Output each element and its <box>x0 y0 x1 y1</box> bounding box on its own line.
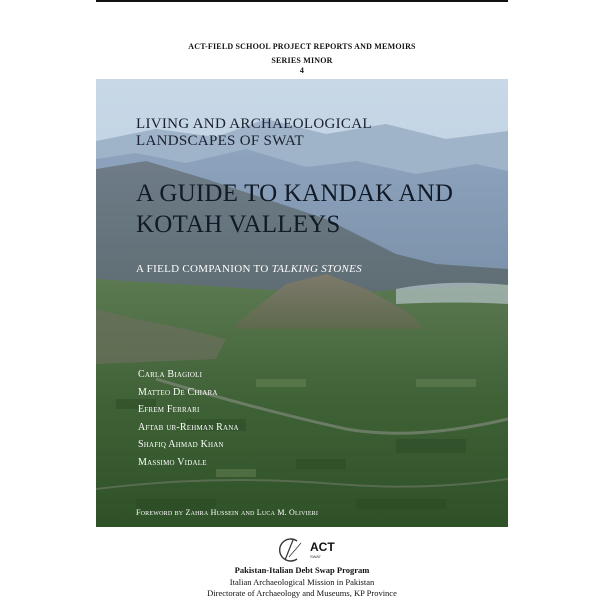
author-list <box>138 366 239 472</box>
cover-subtitle-line2: LANDSCAPES OF SWAT <box>136 133 304 149</box>
author-name: Shafiq Ahmad Khan <box>138 439 224 451</box>
author-name: Efrem Ferrari <box>138 404 200 416</box>
cover-title <box>136 178 453 240</box>
logo-text: ACT <box>310 540 335 554</box>
program-name: Pakistan-Italian Debt Swap Program <box>234 565 370 575</box>
companion-line <box>136 263 362 275</box>
cover-subtitle-line1: LIVING AND ARCHAEOLOGICAL <box>136 116 372 132</box>
companion-title: TALKING STONES <box>271 263 362 275</box>
author-name: Carla Biagioli <box>138 369 203 380</box>
directorate-name: Directorate of Archaeology and Museums, KP Province <box>207 588 397 598</box>
series-title: ACT-FIELD SCHOOL PROJECT REPORTS AND MEMOIRS <box>188 42 416 51</box>
series-number: 4 <box>299 66 305 75</box>
companion-prefix: A FIELD COMPANION TO <box>136 263 272 275</box>
mission-name: Italian Archaeological Mission in Pakistan <box>229 577 375 587</box>
foreword-credit: Foreword by Zahra Hussein and Luca M. Olivieri <box>136 508 319 517</box>
series-minor: SERIES MINOR <box>271 56 333 65</box>
cover-subtitle <box>136 116 372 150</box>
logo-subtext: SWAT <box>310 554 322 559</box>
author-name: Massimo Vidale <box>138 456 207 468</box>
cover-title-line1: A GUIDE TO KANDAK AND <box>136 180 454 207</box>
cover-title-line2: KOTAH VALLEYS <box>136 211 341 238</box>
author-name: Aftab ur-Rehman Rana <box>138 421 239 433</box>
author-name: Matteo De Chiara <box>138 386 218 398</box>
book-cover <box>96 0 508 602</box>
